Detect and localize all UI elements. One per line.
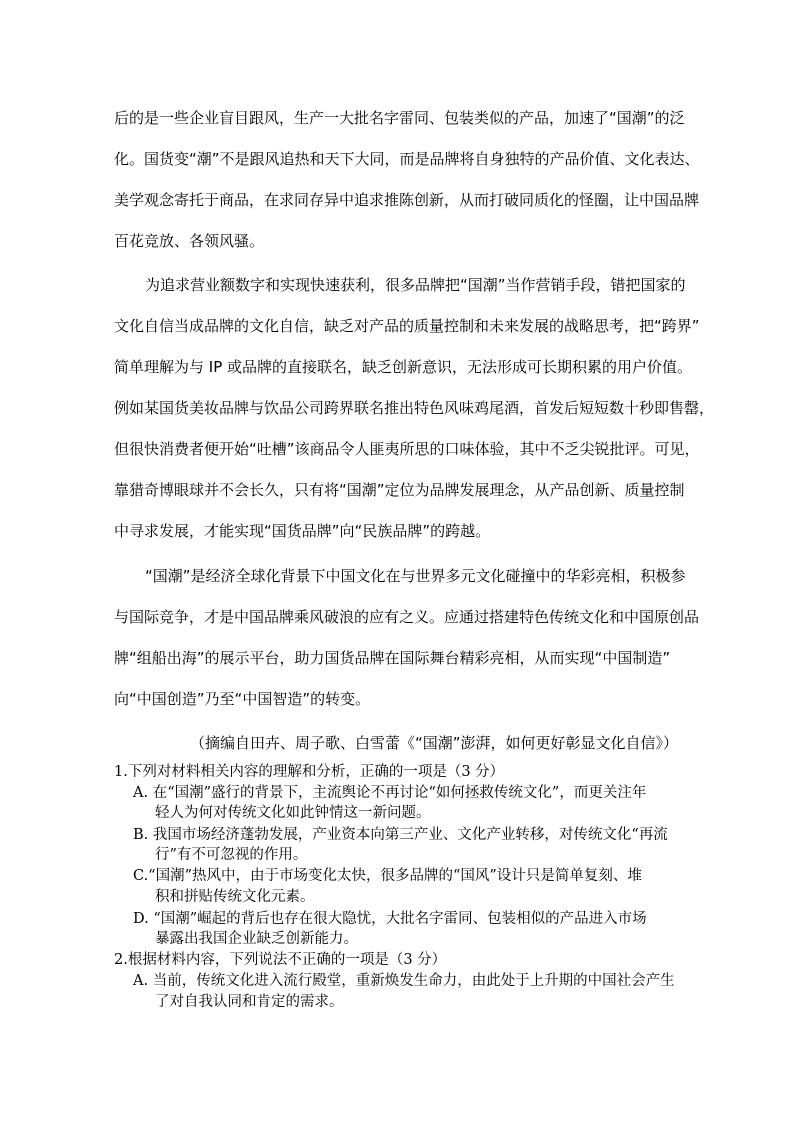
- article-p2-line-2: 文化自信当成品牌的文化自信，缺乏对产品的质量控制和未来发展的战略思考，把“跨界”: [114, 317, 700, 335]
- question-2-option-a-cont: 了对自我认同和肯定的需求。: [155, 994, 344, 1010]
- question-2-option-a: A. 当前，传统文化进入流行殿堂，重新焕发生命力，由此处于上升期的中国社会产生: [133, 973, 675, 989]
- article-p1-line-2: 化。国货变“潮”不是跟风追热和天下大同，而是品牌将自身独特的产品价值、文化表达、: [114, 150, 700, 168]
- question-1-option-c-cont: 积和拼贴传统文化元素。: [155, 889, 315, 905]
- article-p2-line-4: 例如某国货美妆品牌与饮品公司跨界联名推出特色风味鸡尾酒，首发后短短数十秒即售罄，: [114, 399, 715, 417]
- article-p3-line-1: “国潮”是经济全球化背景下中国文化在与世界多元文化碰撞中的华彩亮相，积极参: [145, 567, 686, 585]
- article-p2-line-1: 为追求营业额数字和实现快速获利，很多品牌把“国潮”当作营销手段，错把国家的: [145, 276, 686, 294]
- question-1-option-c: C.“国潮”热风中，由于市场变化太快，很多品牌的“国风”设计只是简单复刻、堆: [133, 868, 642, 884]
- question-1-option-d-cont: 暴露出我国企业缺乏创新能力。: [155, 931, 358, 947]
- article-p3-line-4: 向“中国创造”乃至“中国智造”的转变。: [114, 690, 371, 708]
- article-p1-line-3: 美学观念寄托于商品，在求同存异中追求推陈创新，从而打破同质化的怪圈，让中国品牌: [114, 191, 700, 209]
- article-p2-line-5: 但很快消费者便开始“吐槽”该商品令人匪夷所思的口味体验，其中不乏尖锐批评。可见，: [114, 440, 700, 458]
- article-p1-line-1: 后的是一些企业盲目跟风，生产一大批名字雷同、包装类似的产品，加速了“国潮”的泛: [114, 109, 685, 127]
- question-1-option-d: D. “国潮”崛起的背后也存在很大隐忧，大批名字雷同、包装相似的产品进入市场: [133, 911, 647, 927]
- article-p3-line-2: 与国际竞争，才是中国品牌乘风破浪的应有之义。应通过搭建特色传统文化和中国原创品: [114, 608, 700, 626]
- article-p3-line-3: 牌“组船出海”的展示平台，助力国货品牌在国际舞台精彩亮相，从而实现“中国制造”: [114, 649, 671, 667]
- question-1-option-b: B. 我国市场经济蓬勃发展，产业资本向第三产业、文化产业转移，对传统文化“再流: [133, 827, 668, 843]
- article-p2-line-7: 中寻求发展，才能实现“国货品牌”向“民族品牌”的跨越。: [114, 522, 491, 540]
- question-1-option-b-cont: 行”有不可忽视的作用。: [155, 847, 308, 863]
- question-2-stem: 2.根据材料内容，下列说法不正确的一项是（3 分）: [114, 952, 447, 968]
- article-p1-line-4: 百花竞放、各领风骚。: [114, 232, 265, 250]
- question-1-option-a-cont: 轻人为何对传统文化如此钟情这一新问题。: [155, 805, 431, 821]
- question-1-option-a: A. 在“国潮”盛行的背景下，主流舆论不再讨论“如何拯救传统文化”，而更关注年: [133, 785, 647, 801]
- article-p2-line-6: 靠猎奇博眼球并不会长久，只有将“国潮”定位为品牌发展理念，从产品创新、质量控制: [114, 481, 685, 499]
- article-source: （摘编自田卉、周子歌、白雪蕾《“国潮”澎湃，如何更好彰显文化自信》）: [190, 734, 679, 752]
- question-1-stem: 1.下列对材料相关内容的理解和分析，正确的一项是（3 分）: [114, 764, 505, 780]
- article-p2-line-3: 简单理解为与 IP 或品牌的直接联名，缺乏创新意识，无法形成可长期积累的用户价值。: [114, 358, 693, 376]
